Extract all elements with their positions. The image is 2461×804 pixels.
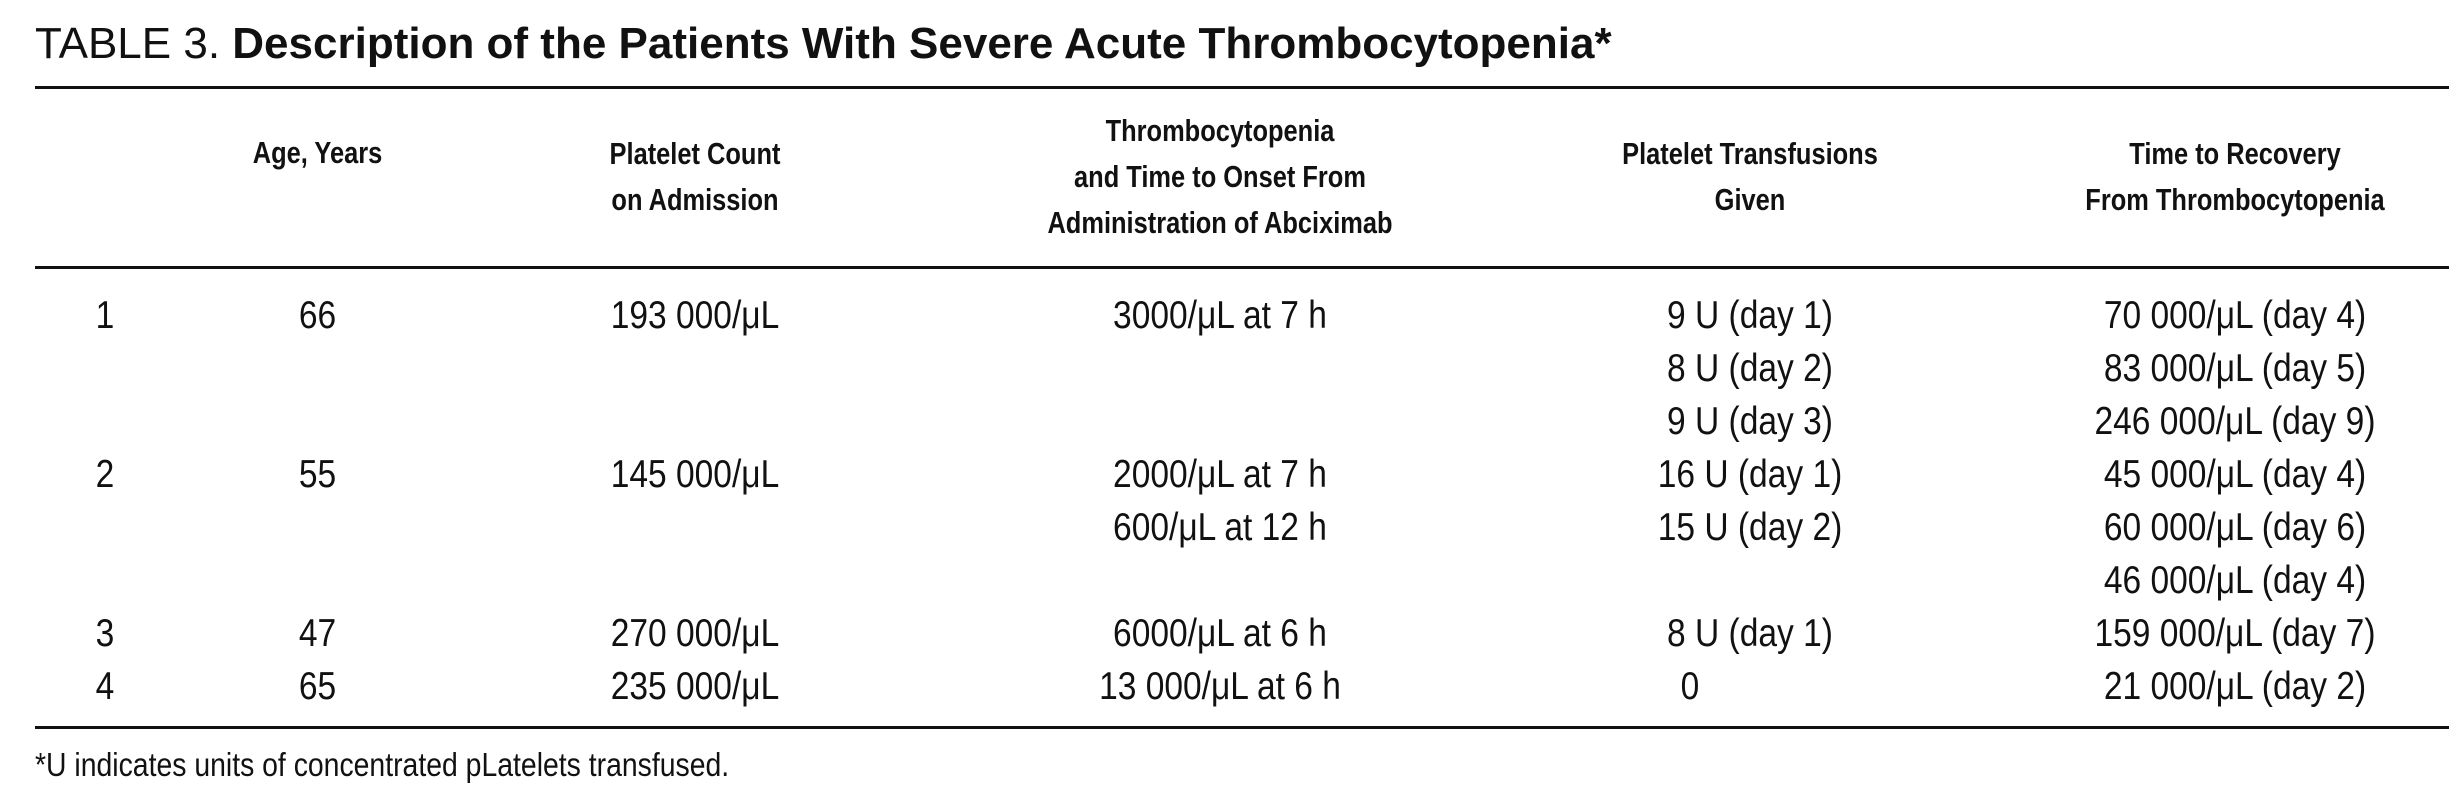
table-title — [35, 14, 1612, 74]
row-1-age: 66 — [298, 294, 337, 337]
bottom-rule — [35, 726, 2449, 729]
header-recovery: Time to Recovery From Thrombocytopenia — [2085, 136, 2385, 217]
row-3-recovery: 159 000/μL (day 7) — [2094, 612, 2376, 655]
table-number: TABLE 3. — [35, 19, 221, 68]
row-3-platelet-admission: 270 000/μL — [610, 612, 780, 655]
row-3-transfusions: 8 U (day 1) — [1667, 612, 1833, 655]
row-1-transfusions: 9 U (day 1) 8 U (day 2) 9 U (day 3) — [1667, 294, 1833, 443]
header-transfusions: Platelet Transfusions Given — [1622, 136, 1878, 217]
row-2-recovery: 45 000/μL (day 4) 60 000/μL (day 6) 46 000/μL (day 4) — [2103, 453, 2367, 602]
row-2-age: 55 — [298, 453, 337, 496]
row-1-onset: 3000/μL at 7 h — [1113, 294, 1327, 337]
header-age: Age, Years — [252, 135, 383, 170]
row-3-patient: 3 — [95, 612, 115, 655]
row-4-transfusions: 0 — [1680, 665, 1700, 708]
row-3-age: 47 — [298, 612, 337, 655]
header-rule — [35, 266, 2449, 269]
row-2-platelet-admission: 145 000/μL — [610, 453, 780, 496]
row-2-transfusions: 16 U (day 1) 15 U (day 2) — [1657, 453, 1843, 549]
row-4-patient: 4 — [95, 665, 115, 708]
header-platelet-admission: Platelet Count on Admission — [609, 136, 781, 217]
row-4-age: 65 — [298, 665, 337, 708]
row-4-recovery: 21 000/μL (day 2) — [2103, 665, 2367, 708]
row-4-onset: 13 000/μL at 6 h — [1099, 665, 1341, 708]
row-1-recovery: 70 000/μL (day 4) 83 000/μL (day 5) 246 000/μL (day 9) — [2094, 294, 2376, 443]
row-2-patient: 2 — [95, 453, 115, 496]
row-1-patient: 1 — [95, 294, 115, 337]
row-2-onset: 2000/μL at 7 h 600/μL at 12 h — [1113, 453, 1327, 549]
row-1-platelet-admission: 193 000/μL — [610, 294, 780, 337]
table-footnote: *U indicates units of concentrated pLatelets transfused. — [35, 746, 730, 783]
row-3-onset: 6000/μL at 6 h — [1113, 612, 1327, 655]
row-4-platelet-admission: 235 000/μL — [610, 665, 780, 708]
table-caption: Description of the Patients With Severe Acute Thrombocytopenia* — [232, 19, 1612, 68]
header-onset: Thrombocytopenia and Time to Onset From Administration of Abciximab — [1047, 113, 1393, 240]
top-rule — [35, 86, 2449, 89]
